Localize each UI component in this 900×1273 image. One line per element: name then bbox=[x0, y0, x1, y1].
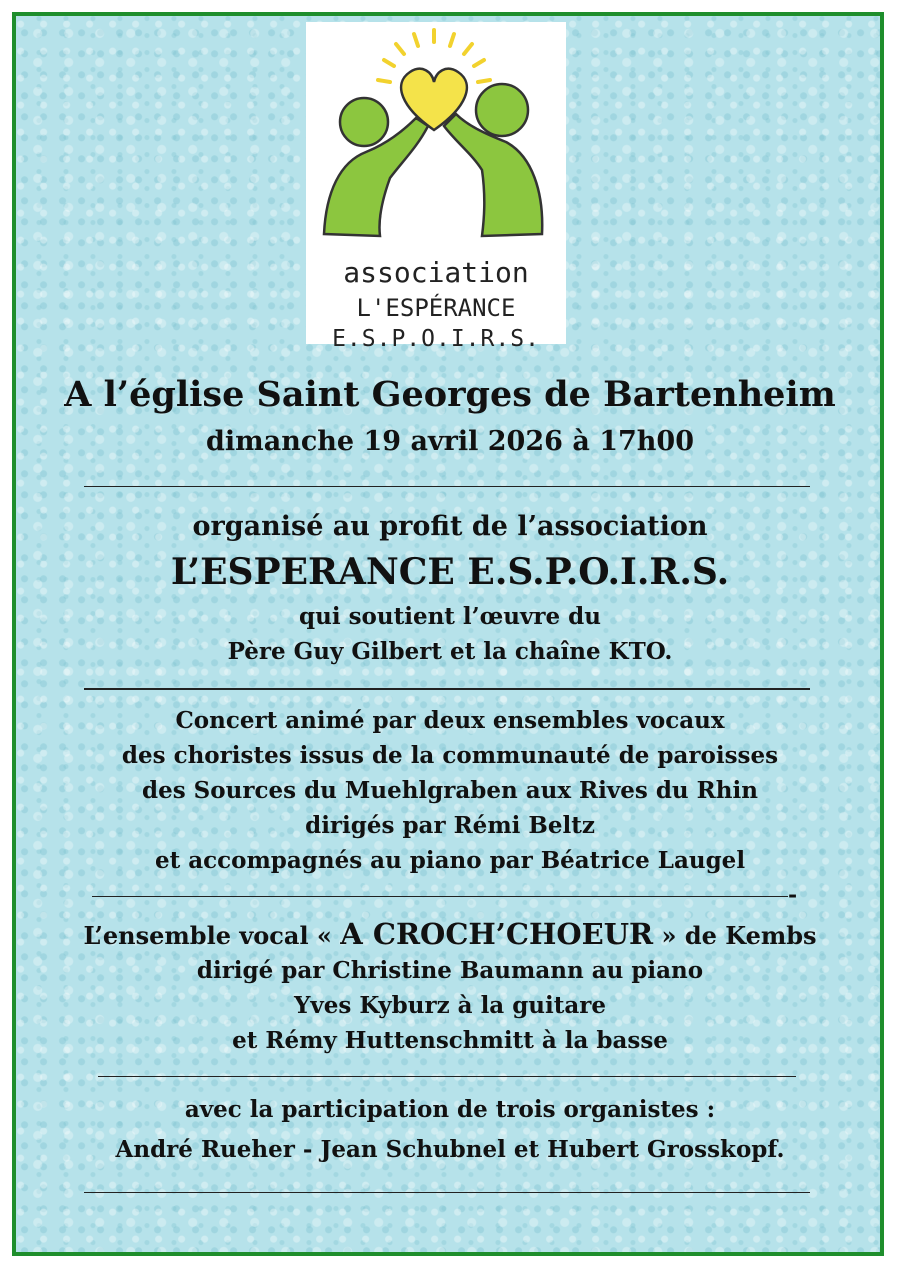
logo-text-espoirs: E.S.P.O.I.R.S. bbox=[332, 326, 540, 352]
organists-intro: avec la participation de trois organistes : bbox=[184, 1096, 716, 1123]
support-line-1: qui soutient l’œuvre du bbox=[299, 603, 601, 630]
logo-text-association: association bbox=[343, 256, 529, 289]
divider-4 bbox=[98, 1076, 796, 1077]
event-date: dimanche 19 avril 2026 à 17h00 bbox=[206, 426, 694, 457]
divider-dash: - bbox=[788, 882, 798, 908]
divider-5 bbox=[84, 1192, 810, 1193]
organists-names: André Rueher - Jean Schubnel et Hubert Grosskopf. bbox=[115, 1136, 785, 1163]
concert-line-4: dirigés par Rémi Beltz bbox=[305, 812, 595, 839]
logo-text-esperance: L'ESPÉRANCE bbox=[356, 294, 516, 322]
association-name: L’ESPERANCE E.S.P.O.I.R.S. bbox=[170, 551, 730, 593]
divider-1 bbox=[84, 486, 810, 487]
concert-line-5: et accompagnés au piano par Béatrice Laugel bbox=[154, 847, 746, 874]
ensemble-line: L’ensemble vocal « A CROCH’CHOEUR » de Kembs bbox=[83, 917, 817, 951]
divider-2 bbox=[84, 688, 810, 690]
people-heart-icon bbox=[306, 22, 566, 262]
association-logo bbox=[306, 22, 566, 352]
concert-line-1: Concert animé par deux ensembles vocaux bbox=[175, 707, 725, 734]
ensemble-bass: et Rémy Huttenschmitt à la basse bbox=[232, 1027, 668, 1054]
benefit-intro: organisé au profit de l’association bbox=[192, 511, 708, 542]
concert-line-3: des Sources du Muehlgraben aux Rives du Rhin bbox=[142, 777, 758, 804]
ensemble-guitar: Yves Kyburz à la guitare bbox=[293, 992, 607, 1019]
venue-title: A l’église Saint Georges de Bartenheim bbox=[64, 374, 836, 415]
ensemble-director: dirigé par Christine Baumann au piano bbox=[196, 957, 704, 984]
ensemble-name: A CROCH’CHOEUR bbox=[340, 917, 654, 951]
concert-line-2: des choristes issus de la communauté de paroisses bbox=[121, 742, 779, 769]
divider-3 bbox=[92, 896, 788, 897]
support-line-2: Père Guy Gilbert et la chaîne KTO. bbox=[227, 638, 673, 665]
